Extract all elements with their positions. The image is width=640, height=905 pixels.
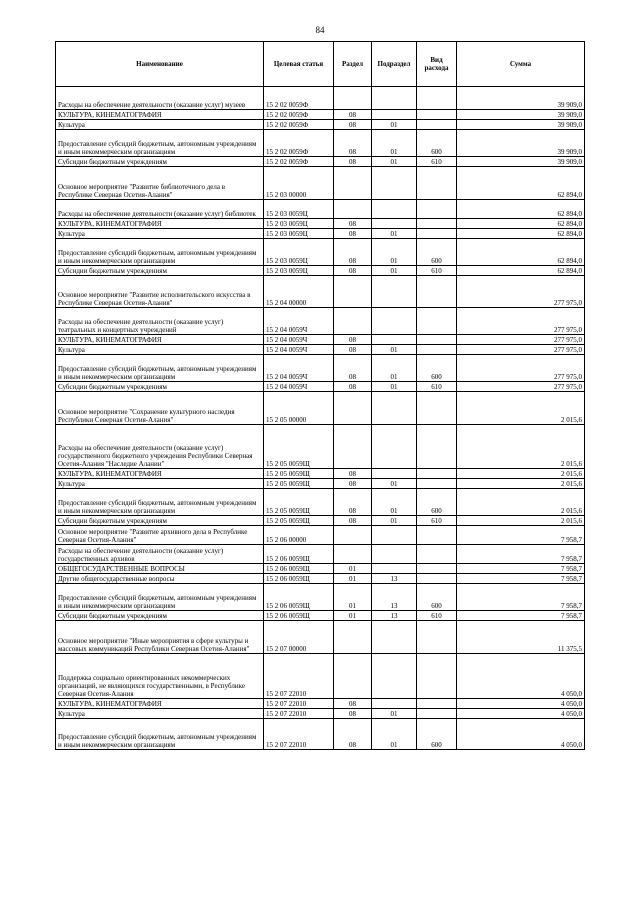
cell-name: Расходы на обеспечение деятельности (оказание услуг) государственных архивов [56, 545, 264, 564]
cell-vid-raskhoda: 610 [417, 266, 457, 276]
cell-razdel [334, 167, 372, 200]
cell-sum: 11 375,5 [457, 621, 585, 654]
cell-name: ОБЩЕГОСУДАРСТВЕННЫЕ ВОПРОСЫ [56, 564, 264, 574]
cell-razdel: 08 [334, 120, 372, 130]
table-row [56, 469, 585, 479]
cell-sum: 7 958,7 [457, 574, 585, 584]
cell-podrazdel: 01 [372, 709, 417, 719]
cell-podrazdel: 01 [372, 345, 417, 355]
cell-sum: 4 050,0 [457, 719, 585, 750]
cell-name: Культура [56, 229, 264, 239]
cell-name: Субсидии бюджетным учреждениям [56, 516, 264, 526]
cell-name: Предоставление субсидий бюджетным, автономным учреждениям и иным некоммерческим организациям [56, 719, 264, 750]
cell-sum: 277 975,0 [457, 355, 585, 382]
cell-sum: 2 015,6 [457, 425, 585, 469]
cell-podrazdel [372, 276, 417, 308]
cell-sum: 62 894,0 [457, 239, 585, 266]
cell-podrazdel [372, 308, 417, 335]
cell-razdel: 08 [334, 469, 372, 479]
table-row [56, 709, 585, 719]
table-row [56, 200, 585, 219]
cell-name: Культура [56, 120, 264, 130]
cell-sum: 39 909,0 [457, 130, 585, 157]
cell-sum: 62 894,0 [457, 229, 585, 239]
cell-target-code: 15 2 06 0059Щ [264, 611, 334, 621]
cell-vid-raskhoda [417, 335, 457, 345]
table-row [56, 611, 585, 621]
table-row [56, 130, 585, 157]
cell-vid-raskhoda: 600 [417, 239, 457, 266]
cell-target-code: 15 2 02 0059Ф [264, 120, 334, 130]
cell-podrazdel [372, 425, 417, 469]
cell-razdel: 08 [334, 699, 372, 709]
cell-podrazdel: 01 [372, 130, 417, 157]
cell-podrazdel [372, 392, 417, 425]
table-row [56, 167, 585, 200]
cell-target-code: 15 2 05 0059Щ [264, 469, 334, 479]
cell-podrazdel: 01 [372, 479, 417, 489]
header-name: Наименование [56, 42, 264, 87]
cell-sum: 7 958,7 [457, 564, 585, 574]
cell-target-code: 15 2 05 0059Щ [264, 516, 334, 526]
cell-razdel: 08 [334, 130, 372, 157]
cell-name: Расходы на обеспечение деятельности (оказание услуг) музеев [56, 87, 264, 110]
cell-razdel [334, 276, 372, 308]
cell-razdel: 08 [334, 489, 372, 516]
cell-sum: 39 909,0 [457, 110, 585, 120]
cell-razdel: 08 [334, 719, 372, 750]
cell-podrazdel: 01 [372, 239, 417, 266]
cell-target-code: 15 2 04 0059Ч [264, 345, 334, 355]
table-header-row [56, 42, 585, 87]
cell-target-code: 15 2 04 0059Ч [264, 335, 334, 345]
cell-podrazdel [372, 545, 417, 564]
cell-razdel [334, 308, 372, 335]
cell-razdel: 08 [334, 229, 372, 239]
cell-target-code: 15 2 05 00000 [264, 392, 334, 425]
table-row [56, 564, 585, 574]
cell-podrazdel: 01 [372, 266, 417, 276]
cell-target-code: 15 2 03 0059Ц [264, 200, 334, 219]
cell-sum: 277 975,0 [457, 345, 585, 355]
cell-vid-raskhoda [417, 469, 457, 479]
cell-name: Основное мероприятие "Развитие библиотечного дела в Республике Северная Осетия-Алания" [56, 167, 264, 200]
cell-podrazdel: 01 [372, 489, 417, 516]
cell-target-code: 15 2 04 00000 [264, 276, 334, 308]
cell-name: КУЛЬТУРА, КИНЕМАТОГРАФИЯ [56, 219, 264, 229]
cell-vid-raskhoda [417, 229, 457, 239]
cell-name: КУЛЬТУРА, КИНЕМАТОГРАФИЯ [56, 110, 264, 120]
cell-vid-raskhoda [417, 110, 457, 120]
cell-sum: 62 894,0 [457, 266, 585, 276]
table-row [56, 229, 585, 239]
cell-vid-raskhoda [417, 479, 457, 489]
cell-target-code: 15 2 06 0059Щ [264, 574, 334, 584]
table-row [56, 239, 585, 266]
table-row [56, 120, 585, 130]
cell-sum: 277 975,0 [457, 335, 585, 345]
cell-sum: 2 015,6 [457, 392, 585, 425]
cell-name: КУЛЬТУРА, КИНЕМАТОГРАФИЯ [56, 469, 264, 479]
cell-razdel [334, 425, 372, 469]
cell-razdel: 01 [334, 574, 372, 584]
cell-razdel: 08 [334, 110, 372, 120]
cell-sum: 2 015,6 [457, 469, 585, 479]
cell-target-code: 15 2 03 0059Ц [264, 219, 334, 229]
cell-sum: 2 015,6 [457, 489, 585, 516]
table-row [56, 345, 585, 355]
cell-podrazdel [372, 200, 417, 219]
cell-razdel [334, 654, 372, 699]
cell-vid-raskhoda: 600 [417, 719, 457, 750]
table-row [56, 87, 585, 110]
cell-sum: 4 050,0 [457, 709, 585, 719]
cell-razdel: 01 [334, 611, 372, 621]
cell-podrazdel: 01 [372, 355, 417, 382]
cell-vid-raskhoda [417, 219, 457, 229]
cell-podrazdel: 01 [372, 229, 417, 239]
cell-target-code: 15 2 03 0059Ц [264, 229, 334, 239]
cell-podrazdel [372, 87, 417, 110]
cell-vid-raskhoda [417, 526, 457, 545]
cell-vid-raskhoda: 610 [417, 611, 457, 621]
cell-podrazdel: 01 [372, 719, 417, 750]
cell-target-code: 15 2 02 0059Ф [264, 157, 334, 167]
header-vid: Вид расхода [417, 42, 457, 87]
cell-name: Основное мероприятие "Сохранение культурного наследия Республики Северная Осетия-Алания" [56, 392, 264, 425]
table-row [56, 654, 585, 699]
cell-target-code: 15 2 04 0059Ч [264, 382, 334, 392]
cell-name: Предоставление субсидий бюджетным, автономным учреждениям и иным некоммерческим организациям [56, 355, 264, 382]
cell-target-code: 15 2 03 0059Ц [264, 239, 334, 266]
cell-target-code: 15 2 02 0059Ф [264, 130, 334, 157]
cell-sum: 7 958,7 [457, 526, 585, 545]
table-row [56, 335, 585, 345]
cell-razdel: 08 [334, 345, 372, 355]
table-row [56, 308, 585, 335]
cell-name: Субсидии бюджетным учреждениям [56, 382, 264, 392]
cell-name: Основное мероприятие "Развитие исполнительского искусства в Республике Северная Осетия-Алания" [56, 276, 264, 308]
header-sum: Сумма [457, 42, 585, 87]
cell-target-code: 15 2 07 22010 [264, 709, 334, 719]
cell-razdel: 08 [334, 335, 372, 345]
cell-podrazdel: 13 [372, 574, 417, 584]
table-row [56, 392, 585, 425]
cell-razdel: 08 [334, 709, 372, 719]
table-row [56, 425, 585, 469]
table-row [56, 516, 585, 526]
table-row [56, 584, 585, 611]
cell-sum: 277 975,0 [457, 382, 585, 392]
cell-name: Основное мероприятие "Развитие архивного дела в Республике Северная Осетия-Алания" [56, 526, 264, 545]
cell-sum: 39 909,0 [457, 87, 585, 110]
cell-vid-raskhoda [417, 574, 457, 584]
cell-vid-raskhoda [417, 87, 457, 110]
cell-vid-raskhoda: 600 [417, 584, 457, 611]
cell-target-code: 15 2 07 22010 [264, 699, 334, 709]
table-row [56, 545, 585, 564]
cell-vid-raskhoda [417, 308, 457, 335]
cell-podrazdel [372, 699, 417, 709]
cell-podrazdel [372, 167, 417, 200]
cell-razdel: 08 [334, 239, 372, 266]
cell-target-code: 15 2 02 0059Ф [264, 87, 334, 110]
cell-vid-raskhoda [417, 545, 457, 564]
cell-vid-raskhoda [417, 392, 457, 425]
table-row [56, 219, 585, 229]
table-row [56, 526, 585, 545]
cell-vid-raskhoda: 610 [417, 157, 457, 167]
cell-razdel: 08 [334, 219, 372, 229]
cell-vid-raskhoda: 600 [417, 355, 457, 382]
cell-podrazdel: 13 [372, 584, 417, 611]
cell-vid-raskhoda: 600 [417, 130, 457, 157]
cell-podrazdel: 01 [372, 157, 417, 167]
cell-sum: 2 015,6 [457, 516, 585, 526]
cell-name: Предоставление субсидий бюджетным, автономным учреждениям и иным некоммерческим организациям [56, 130, 264, 157]
cell-podrazdel [372, 564, 417, 574]
cell-razdel: 08 [334, 479, 372, 489]
cell-name: Основное мероприятие "Иные мероприятия в сфере культуры и массовых коммуникаций Республики Северная Осетия-Алания" [56, 621, 264, 654]
cell-razdel: 08 [334, 355, 372, 382]
cell-target-code: 15 2 02 0059Ф [264, 110, 334, 120]
cell-sum: 277 975,0 [457, 308, 585, 335]
header-code: Целевая статья [264, 42, 334, 87]
cell-name: Субсидии бюджетным учреждениям [56, 157, 264, 167]
cell-vid-raskhoda [417, 425, 457, 469]
cell-podrazdel [372, 110, 417, 120]
cell-podrazdel [372, 469, 417, 479]
cell-razdel [334, 545, 372, 564]
cell-razdel: 08 [334, 516, 372, 526]
cell-sum: 277 975,0 [457, 276, 585, 308]
cell-vid-raskhoda: 610 [417, 516, 457, 526]
cell-razdel: 01 [334, 564, 372, 574]
cell-podrazdel [372, 335, 417, 345]
cell-target-code: 15 2 05 0059Щ [264, 489, 334, 516]
cell-vid-raskhoda: 610 [417, 382, 457, 392]
cell-name: КУЛЬТУРА, КИНЕМАТОГРАФИЯ [56, 335, 264, 345]
cell-sum: 39 909,0 [457, 120, 585, 130]
cell-vid-raskhoda: 600 [417, 489, 457, 516]
cell-razdel [334, 200, 372, 219]
cell-sum: 2 015,6 [457, 479, 585, 489]
cell-podrazdel [372, 654, 417, 699]
table-row [56, 479, 585, 489]
table-row [56, 266, 585, 276]
cell-sum: 62 894,0 [457, 167, 585, 200]
cell-name: Расходы на обеспечение деятельности (оказание услуг) театральных и концертных учреждений [56, 308, 264, 335]
cell-podrazdel [372, 621, 417, 654]
table-body [56, 87, 585, 750]
table-row [56, 157, 585, 167]
cell-razdel: 08 [334, 157, 372, 167]
cell-podrazdel: 13 [372, 611, 417, 621]
cell-sum: 62 894,0 [457, 219, 585, 229]
cell-razdel [334, 87, 372, 110]
table-row [56, 382, 585, 392]
cell-name: Предоставление субсидий бюджетным, автономным учреждениям и иным некоммерческим организациям [56, 489, 264, 516]
table-row [56, 699, 585, 709]
cell-name: Расходы на обеспечение деятельности (оказание услуг) государственного бюджетного учреждения Республики Северная Осетия-Алания "Наследие Алании" [56, 425, 264, 469]
cell-razdel [334, 526, 372, 545]
cell-podrazdel [372, 526, 417, 545]
cell-target-code: 15 2 06 0059Щ [264, 584, 334, 611]
cell-name: Культура [56, 345, 264, 355]
cell-sum: 62 894,0 [457, 200, 585, 219]
cell-vid-raskhoda [417, 654, 457, 699]
cell-vid-raskhoda [417, 699, 457, 709]
cell-name: Расходы на обеспечение деятельности (оказание услуг) библиотек [56, 200, 264, 219]
cell-vid-raskhoda [417, 120, 457, 130]
table-row [56, 276, 585, 308]
cell-name: Культура [56, 709, 264, 719]
page-number: 84 [315, 25, 325, 35]
cell-razdel: 08 [334, 382, 372, 392]
cell-target-code: 15 2 04 0059Ч [264, 355, 334, 382]
header-podrazdel: Подраздел [372, 42, 417, 87]
cell-vid-raskhoda [417, 564, 457, 574]
cell-sum: 39 909,0 [457, 157, 585, 167]
cell-target-code: 15 2 07 00000 [264, 621, 334, 654]
cell-sum: 4 050,0 [457, 654, 585, 699]
cell-sum: 7 958,7 [457, 584, 585, 611]
cell-vid-raskhoda [417, 621, 457, 654]
cell-razdel [334, 621, 372, 654]
cell-podrazdel: 01 [372, 516, 417, 526]
cell-name: Предоставление субсидий бюджетным, автономным учреждениям и иным некоммерческим организациям [56, 584, 264, 611]
header-razdel: Раздел [334, 42, 372, 87]
cell-target-code: 15 2 04 0059Ч [264, 308, 334, 335]
cell-vid-raskhoda [417, 167, 457, 200]
cell-target-code: 15 2 06 0059Щ [264, 564, 334, 574]
cell-target-code: 15 2 05 0059Щ [264, 425, 334, 469]
table-row [56, 621, 585, 654]
cell-razdel [334, 392, 372, 425]
cell-podrazdel: 01 [372, 382, 417, 392]
cell-target-code: 15 2 06 00000 [264, 526, 334, 545]
cell-podrazdel [372, 219, 417, 229]
cell-name: КУЛЬТУРА, КИНЕМАТОГРАФИЯ [56, 699, 264, 709]
budget-table [55, 41, 585, 750]
cell-sum: 7 958,7 [457, 545, 585, 564]
cell-name: Субсидии бюджетным учреждениям [56, 611, 264, 621]
table-row [56, 719, 585, 750]
table-row [56, 574, 585, 584]
cell-vid-raskhoda [417, 200, 457, 219]
cell-vid-raskhoda [417, 345, 457, 355]
cell-target-code: 15 2 07 22010 [264, 654, 334, 699]
cell-vid-raskhoda [417, 709, 457, 719]
table-row [56, 489, 585, 516]
cell-name: Субсидии бюджетным учреждениям [56, 266, 264, 276]
cell-vid-raskhoda [417, 276, 457, 308]
cell-target-code: 15 2 05 0059Щ [264, 479, 334, 489]
cell-sum: 4 050,0 [457, 699, 585, 709]
cell-target-code: 15 2 03 0059Ц [264, 266, 334, 276]
cell-name: Поддержка социально ориентированных некоммерческих организаций, не являющихся государственными, в Республике Северная Осетия-Алания [56, 654, 264, 699]
cell-podrazdel: 01 [372, 120, 417, 130]
cell-name: Культура [56, 479, 264, 489]
table-row [56, 110, 585, 120]
cell-target-code: 15 2 07 22010 [264, 719, 334, 750]
cell-name: Другие общегосударственные вопросы [56, 574, 264, 584]
table-row [56, 355, 585, 382]
cell-target-code: 15 2 06 0059Щ [264, 545, 334, 564]
cell-razdel: 08 [334, 266, 372, 276]
cell-name: Предоставление субсидий бюджетным, автономным учреждениям и иным некоммерческим организациям [56, 239, 264, 266]
cell-sum: 7 958,7 [457, 611, 585, 621]
cell-razdel: 01 [334, 584, 372, 611]
cell-target-code: 15 2 03 00000 [264, 167, 334, 200]
